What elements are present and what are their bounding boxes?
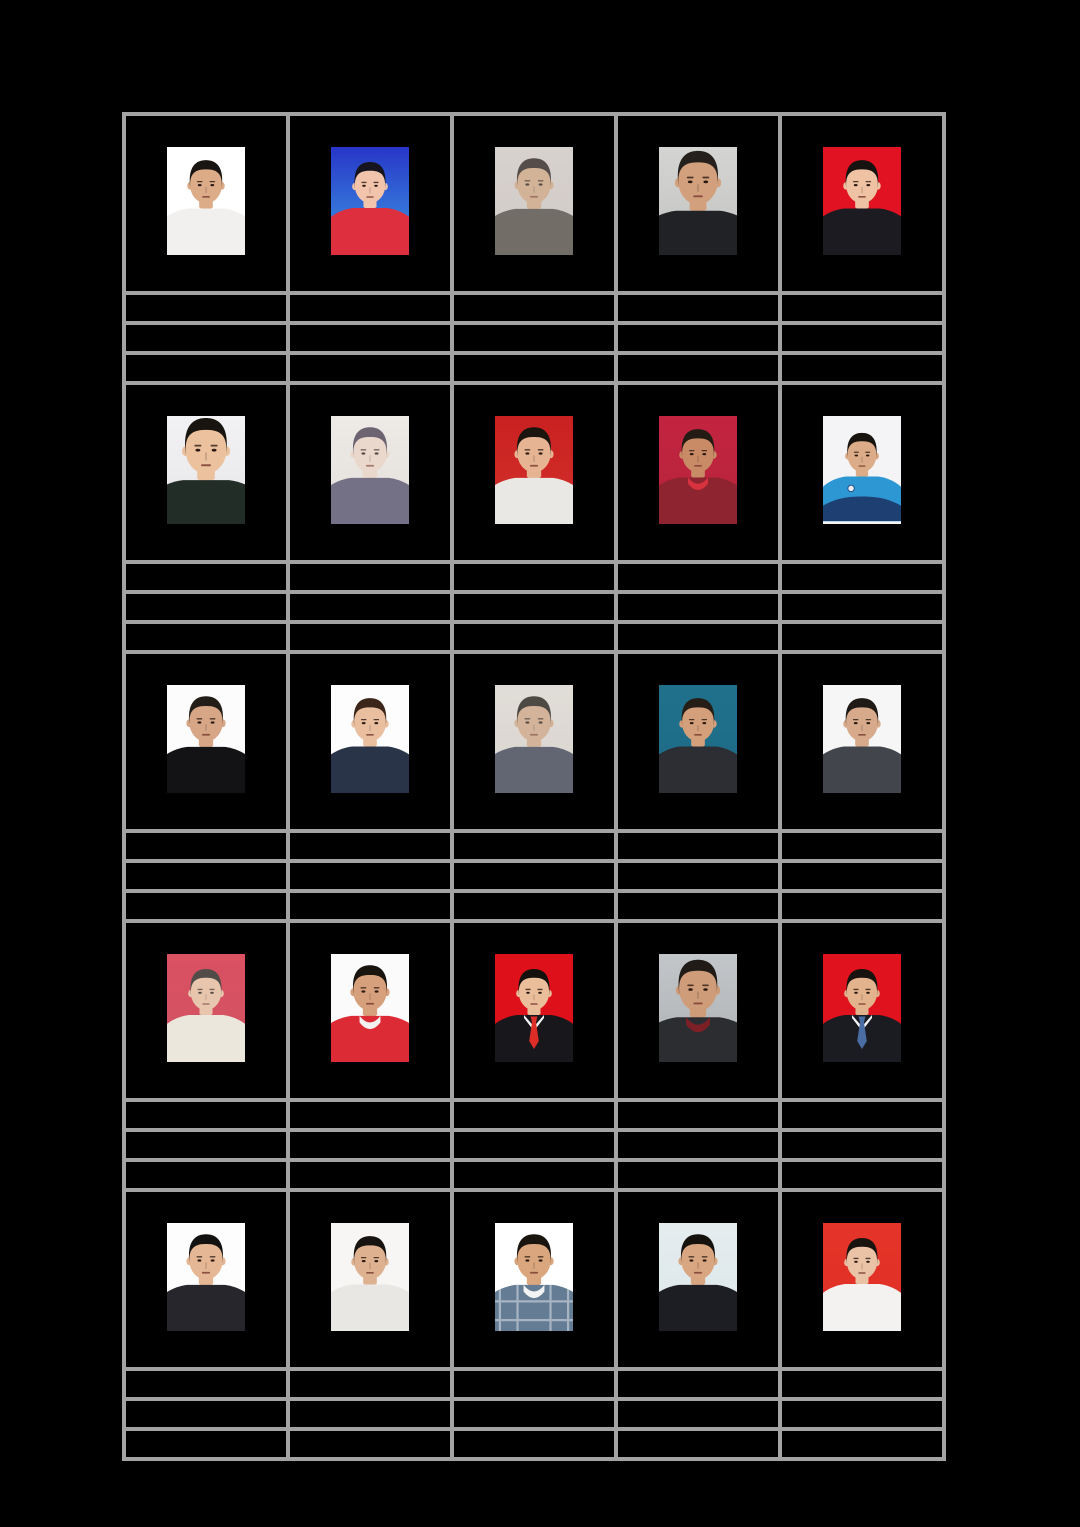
avatar-svg — [495, 416, 573, 524]
photo-cell-r2c4 — [616, 383, 780, 562]
photo-cell-r2c1 — [124, 383, 288, 562]
avatar-svg — [659, 954, 737, 1062]
avatar-svg — [331, 954, 409, 1062]
empty-info-cell — [780, 1429, 944, 1459]
id-photo — [167, 685, 245, 793]
empty-info-cell — [288, 831, 452, 861]
photo-cell-r5c5 — [780, 1190, 944, 1369]
id-photo — [659, 954, 737, 1062]
empty-info-cell — [780, 293, 944, 323]
empty-info-cell — [452, 323, 616, 353]
empty-info-cell — [288, 861, 452, 891]
id-photo — [495, 954, 573, 1062]
photo-row — [124, 114, 944, 293]
photo-cell-r3c4 — [616, 652, 780, 831]
empty-info-cell — [780, 861, 944, 891]
photo-cell-r3c2 — [288, 652, 452, 831]
empty-info-cell — [452, 1399, 616, 1429]
info-row — [124, 1399, 944, 1429]
id-photo — [495, 685, 573, 793]
photo-cell-r1c5 — [780, 114, 944, 293]
photo-table — [122, 112, 946, 1461]
empty-info-cell — [288, 1399, 452, 1429]
id-photo — [659, 685, 737, 793]
photo-cell-r4c4 — [616, 921, 780, 1100]
empty-info-cell — [124, 592, 288, 622]
avatar-svg — [659, 147, 737, 255]
avatar-svg — [495, 685, 573, 793]
avatar-svg — [167, 685, 245, 793]
empty-info-cell — [452, 622, 616, 652]
empty-info-cell — [124, 622, 288, 652]
empty-info-cell — [288, 323, 452, 353]
empty-info-cell — [616, 1399, 780, 1429]
empty-info-cell — [616, 622, 780, 652]
empty-info-cell — [452, 1429, 616, 1459]
photo-cell-r1c2 — [288, 114, 452, 293]
empty-info-cell — [780, 592, 944, 622]
avatar-svg — [331, 416, 409, 524]
empty-info-cell — [452, 861, 616, 891]
id-photo — [331, 685, 409, 793]
id-photo — [167, 1223, 245, 1331]
empty-info-cell — [780, 323, 944, 353]
empty-info-cell — [616, 323, 780, 353]
empty-info-cell — [288, 1130, 452, 1160]
photo-cell-r2c2 — [288, 383, 452, 562]
avatar-svg — [659, 685, 737, 793]
avatar-svg — [167, 416, 245, 524]
id-photo — [823, 147, 901, 255]
empty-info-cell — [452, 592, 616, 622]
avatar-svg — [659, 416, 737, 524]
empty-info-cell — [124, 1160, 288, 1190]
avatar-svg — [167, 954, 245, 1062]
empty-info-cell — [124, 1100, 288, 1130]
empty-info-cell — [616, 1429, 780, 1459]
empty-info-cell — [780, 1160, 944, 1190]
empty-info-cell — [616, 1160, 780, 1190]
photo-cell-r4c3 — [452, 921, 616, 1100]
info-row — [124, 831, 944, 861]
photo-cell-r1c1 — [124, 114, 288, 293]
empty-info-cell — [616, 1369, 780, 1399]
id-photo — [659, 416, 737, 524]
empty-info-cell — [780, 1399, 944, 1429]
photo-row — [124, 652, 944, 831]
id-photo — [495, 1223, 573, 1331]
empty-info-cell — [124, 1369, 288, 1399]
empty-info-cell — [780, 1369, 944, 1399]
avatar-svg — [659, 1223, 737, 1331]
photo-cell-r5c2 — [288, 1190, 452, 1369]
info-row — [124, 622, 944, 652]
empty-info-cell — [452, 293, 616, 323]
id-photo — [331, 954, 409, 1062]
empty-info-cell — [288, 1369, 452, 1399]
info-row — [124, 592, 944, 622]
photo-cell-r3c5 — [780, 652, 944, 831]
info-row — [124, 1100, 944, 1130]
avatar-svg — [331, 1223, 409, 1331]
empty-info-cell — [452, 891, 616, 921]
info-row — [124, 353, 944, 383]
empty-info-cell — [616, 1100, 780, 1130]
photo-cell-r3c1 — [124, 652, 288, 831]
id-photo — [495, 147, 573, 255]
empty-info-cell — [288, 891, 452, 921]
photo-cell-r5c4 — [616, 1190, 780, 1369]
info-row — [124, 891, 944, 921]
empty-info-cell — [288, 622, 452, 652]
empty-info-cell — [452, 1130, 616, 1160]
avatar-svg — [167, 147, 245, 255]
empty-info-cell — [616, 562, 780, 592]
id-photo — [495, 416, 573, 524]
photo-row — [124, 383, 944, 562]
avatar-svg — [331, 147, 409, 255]
empty-info-cell — [452, 1369, 616, 1399]
avatar-svg — [823, 954, 901, 1062]
empty-info-cell — [780, 353, 944, 383]
id-photo — [823, 685, 901, 793]
id-photo — [823, 1223, 901, 1331]
empty-info-cell — [616, 592, 780, 622]
id-photo — [659, 1223, 737, 1331]
id-photo — [823, 954, 901, 1062]
empty-info-cell — [288, 1160, 452, 1190]
id-photo — [659, 147, 737, 255]
avatar-svg — [823, 685, 901, 793]
id-photo — [823, 416, 901, 524]
info-row — [124, 1130, 944, 1160]
empty-info-cell — [780, 891, 944, 921]
photo-row — [124, 1190, 944, 1369]
empty-info-cell — [452, 562, 616, 592]
id-photo — [167, 416, 245, 524]
avatar-svg — [495, 147, 573, 255]
avatar-svg — [823, 147, 901, 255]
empty-info-cell — [288, 562, 452, 592]
empty-info-cell — [452, 1100, 616, 1130]
empty-info-cell — [780, 831, 944, 861]
empty-info-cell — [616, 861, 780, 891]
empty-info-cell — [124, 891, 288, 921]
info-row — [124, 293, 944, 323]
empty-info-cell — [124, 562, 288, 592]
empty-info-cell — [288, 1429, 452, 1459]
empty-info-cell — [616, 891, 780, 921]
photo-cell-r3c3 — [452, 652, 616, 831]
empty-info-cell — [616, 1130, 780, 1160]
empty-info-cell — [780, 622, 944, 652]
empty-info-cell — [288, 293, 452, 323]
avatar-svg — [823, 416, 901, 524]
id-photo — [167, 954, 245, 1062]
avatar-svg — [495, 954, 573, 1062]
info-row — [124, 1160, 944, 1190]
photo-table-body — [124, 114, 944, 1459]
empty-info-cell — [616, 293, 780, 323]
empty-info-cell — [124, 861, 288, 891]
avatar-svg — [823, 1223, 901, 1331]
id-photo — [331, 1223, 409, 1331]
photo-cell-r1c3 — [452, 114, 616, 293]
empty-info-cell — [288, 353, 452, 383]
empty-info-cell — [616, 831, 780, 861]
empty-info-cell — [124, 323, 288, 353]
empty-info-cell — [452, 353, 616, 383]
photo-cell-r5c1 — [124, 1190, 288, 1369]
info-row — [124, 861, 944, 891]
photo-cell-r2c5 — [780, 383, 944, 562]
empty-info-cell — [452, 831, 616, 861]
empty-info-cell — [124, 831, 288, 861]
empty-info-cell — [124, 293, 288, 323]
info-row — [124, 323, 944, 353]
photo-row — [124, 921, 944, 1100]
photo-cell-r5c3 — [452, 1190, 616, 1369]
info-row — [124, 562, 944, 592]
id-photo — [167, 147, 245, 255]
empty-info-cell — [124, 1429, 288, 1459]
photo-cell-r4c1 — [124, 921, 288, 1100]
empty-info-cell — [780, 1100, 944, 1130]
avatar-svg — [331, 685, 409, 793]
photo-cell-r4c5 — [780, 921, 944, 1100]
info-row — [124, 1369, 944, 1399]
empty-info-cell — [288, 592, 452, 622]
photo-cell-r1c4 — [616, 114, 780, 293]
photo-cell-r4c2 — [288, 921, 452, 1100]
empty-info-cell — [780, 1130, 944, 1160]
empty-info-cell — [452, 1160, 616, 1190]
empty-info-cell — [780, 562, 944, 592]
avatar-svg — [167, 1223, 245, 1331]
empty-info-cell — [616, 353, 780, 383]
empty-info-cell — [124, 1130, 288, 1160]
photo-cell-r2c3 — [452, 383, 616, 562]
empty-info-cell — [124, 1399, 288, 1429]
avatar-svg — [495, 1223, 573, 1331]
info-row — [124, 1429, 944, 1459]
id-photo — [331, 416, 409, 524]
empty-info-cell — [288, 1100, 452, 1130]
empty-info-cell — [124, 353, 288, 383]
id-photo — [331, 147, 409, 255]
